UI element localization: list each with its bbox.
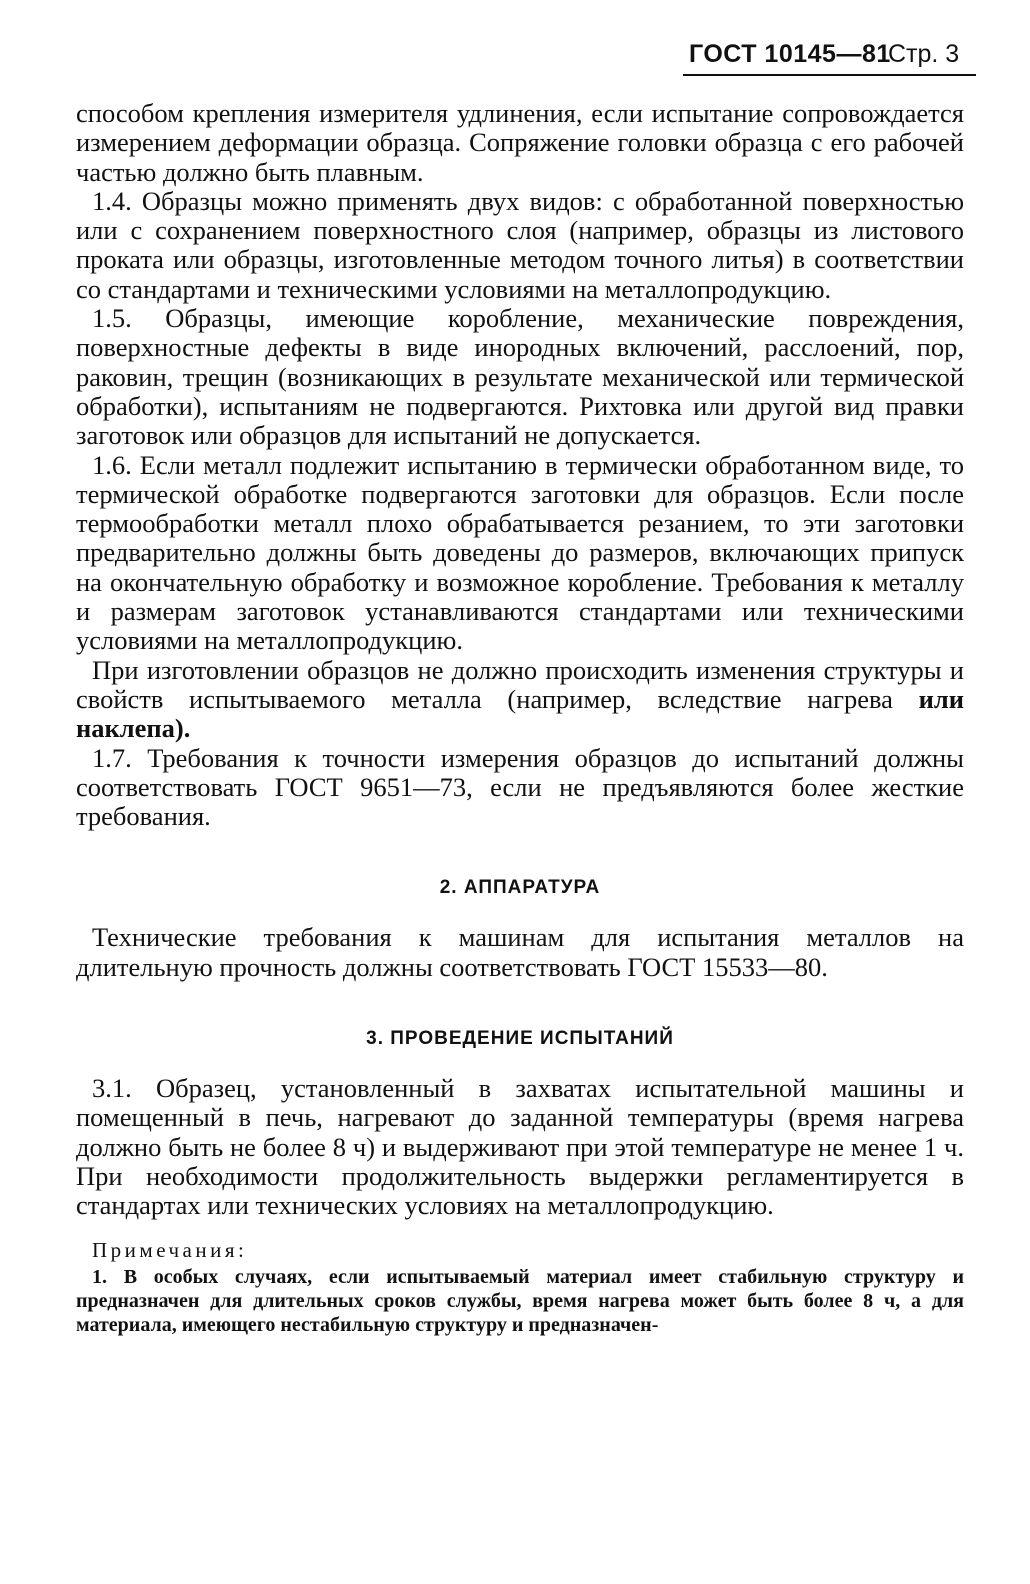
paragraph-1-7: 1.7. Требования к точности измерения образцов до испытаний должны соответствовать ГОСТ 9651—73, если не предъявляются более жесткие требования. (76, 742, 964, 832)
paragraph-1-4: 1.4. Образцы можно применять двух видов: с обработанной поверхностью или с сохранением поверхностного слоя (например, образцы из листового проката или образцы, изготовленные методом точного литья) в соответствии со стандартами и техническими условиями на металлопродукцию. (76, 185, 964, 304)
paragraph-heating-text: При изготовлении образцов не должно происходить изменения структуры и свойств испытываемого металла (например, вследствие нагрева (76, 654, 964, 714)
section-2-title: 2. АППАРАТУРА (439, 877, 601, 899)
paragraph-heating (76, 656, 964, 744)
page-number: Стр. 3 (888, 40, 960, 68)
section-2-text: Технические требования к машинам для испытания металлов на длительную прочность должны соответствовать ГОСТ 15533—80. (76, 922, 964, 982)
note-1: 1. В особых случаях, если испытываемый материал имеет стабильную структуру и предназначен для длительных сроков службы, время нагрева может быть более 8 ч, а для материала, имеющего нестабильную структуру и предназначен- (76, 1265, 964, 1336)
paragraph-continuation: способом крепления измерителя удлинения, если испытание сопровождается измерением деформации образца. Сопряжение головки образца с его рабочей частью должно быть плавным. (76, 98, 964, 187)
paragraph-1-6: 1.6. Если металл подлежит испытанию в термически обработанном виде, то термической обработке подвергаются заготовки для образцов. Если после термообработки металл плохо обрабатывается резанием, то эти заготовки предварительно должны быть доведены до размеров, включающих припуск на окончательную обработку и возможное коробление. Требования к металлу и размерам заготовок устанавливаются стандартами или техническими условиями на металлопродукцию. (76, 449, 964, 656)
section-3-title: 3. ПРОВЕДЕНИЕ ИСПЫТАНИЙ (366, 1028, 674, 1050)
paragraph-3-1: 3.1. Образец, установленный в захватах испытательной машины и помещенный в печь, нагревают до заданной температуры (время нагрева должно быть не более 8 ч) и выдерживают при этой температуре не менее 1 ч. При необходимости продолжительность выдержки регламентируется в стандартах или технических условиях на металлопродукцию. (76, 1073, 964, 1221)
paragraph-heating-bold: или наклепа). (76, 683, 965, 744)
page-header (683, 38, 976, 76)
document-id: ГОСТ 10145—81 (689, 40, 891, 68)
notes-label: Примечания: (92, 1237, 248, 1262)
paragraph-1-5: 1.5. Образцы, имеющие коробление, механические повреждения, поверхностные дефекты в виде инородных включений, расслоений, пор, раковин, трещин (возникающих в результате механической или термической обработки), испытаниям не подвергаются. Рихтовка или другой вид правки заготовок или образцов для испытаний не допускается. (76, 303, 964, 451)
document-body (76, 99, 964, 1337)
